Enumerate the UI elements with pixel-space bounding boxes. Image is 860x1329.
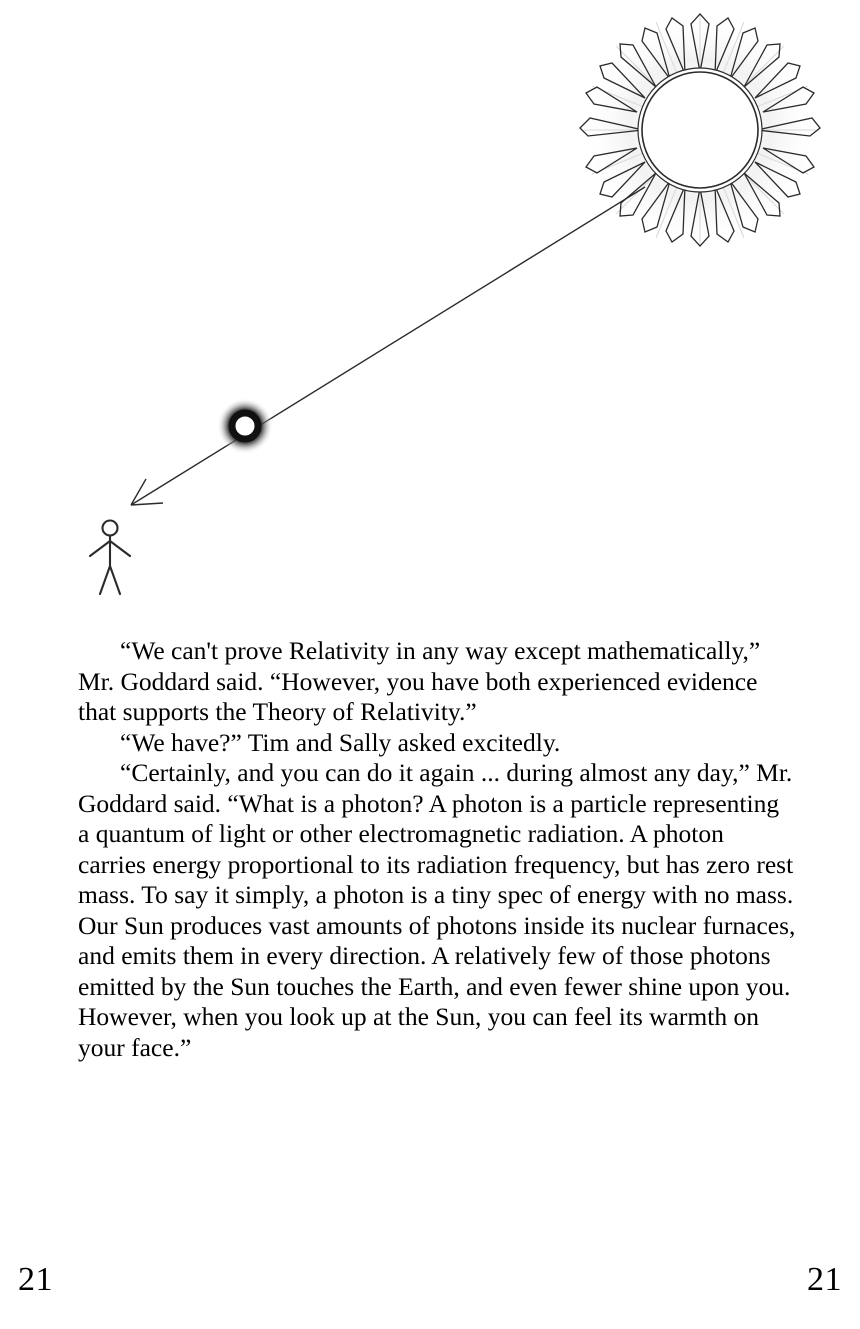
page-body-text: [78, 636, 796, 1063]
page-number-left: 21: [18, 1261, 53, 1298]
page-number-right: 21: [807, 1261, 842, 1298]
photon-icon: [217, 398, 273, 454]
paragraph-3: “Certainly, and you can do it again ... during almost any day,” Mr. Goddard said. “What is a photon? A photon is a particle representing a quantum of light or other electromagnetic radiation. A photon carries energy proportional to its radiation frequency, but has zero rest mass. To say it simply, a photon is a tiny spec of energy with no mass. Our Sun produces vast amounts of photons inside its nuclear furnaces, and emits them in every direction. A relatively few of those photons emitted by the Sun touches the Earth, and even fewer shine upon you. However, when you look up at the Sun, you can feel its warmth on your face.”: [78, 758, 796, 1062]
light-ray-arrow: [131, 187, 645, 505]
illustration-figure: [0, 0, 860, 620]
paragraph-1: “We can't prove Relativity in any way except mathematically,” Mr. Goddard said. “However, you have both experienced evidence that supports the Theory of Relativity.”: [78, 636, 761, 726]
stick-figure-person: [90, 521, 130, 595]
paragraph-2: “We have?” Tim and Sally asked excitedly.: [120, 727, 561, 757]
